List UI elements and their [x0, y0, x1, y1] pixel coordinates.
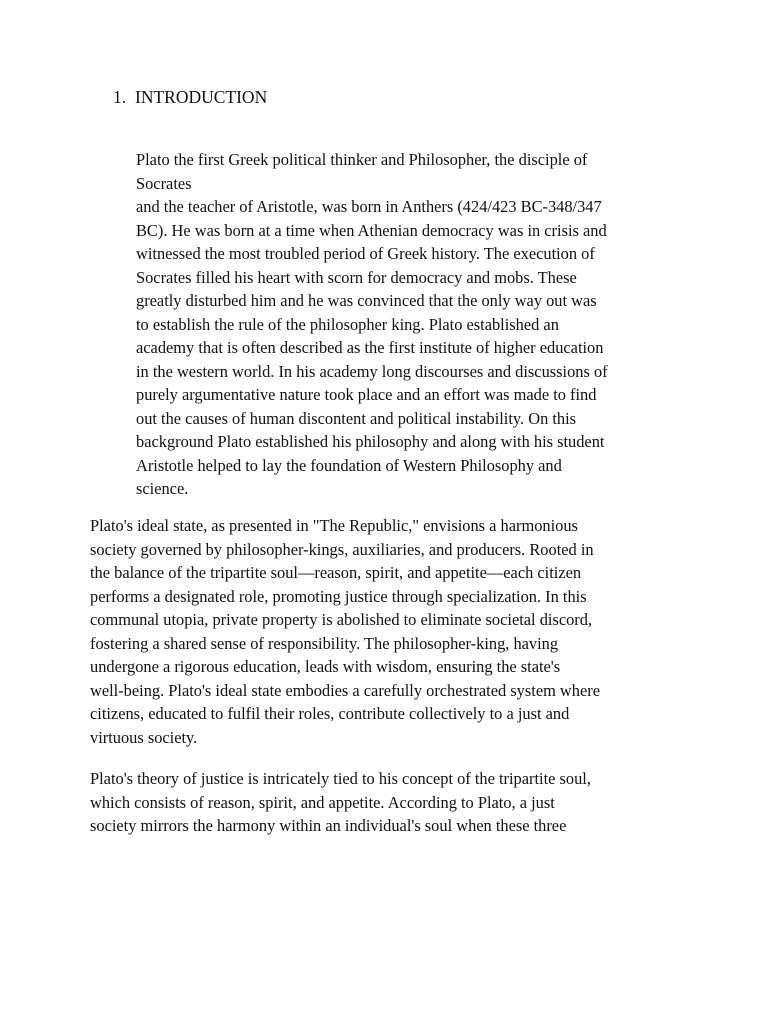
paragraph-line: undergone a rigorous education, leads with wisdom, ensuring the state's — [90, 657, 561, 676]
paragraph-line: background Plato established his philosophy and along with his student — [136, 432, 605, 451]
paragraph-line: to establish the rule of the philosopher king. Plato established an — [136, 314, 559, 334]
paragraph-line: the balance of the tripartite soul—reason, spirit, and appetite—each citizen — [90, 563, 582, 582]
section-heading — [113, 86, 267, 108]
paragraph-line: Aristotle helped to lay the foundation of Western Philosophy and — [136, 455, 562, 475]
paragraph-line: society governed by philosopher-kings, auxiliaries, and producers. Rooted in — [90, 539, 594, 559]
paragraph-line: Plato's theory of justice is intricately tied to his concept of the tripartite soul, — [90, 769, 591, 788]
section-number: 1. — [113, 87, 127, 107]
paragraph-line: citizens, educated to fulfil their roles, contribute collectively to a just and — [90, 704, 570, 723]
ideal-state-paragraph — [90, 514, 600, 749]
paragraph-line: academy that is often described as the first institute of higher education — [136, 338, 604, 357]
paragraph-line: well-being. Plato's ideal state embodies a carefully orchestrated system where — [90, 680, 600, 700]
paragraph-line: fostering a shared sense of responsibility. The philosopher-king, having — [90, 633, 559, 653]
introduction-paragraph — [136, 148, 608, 501]
paragraph-line: Socrates filled his heart with scorn for democracy and mobs. These — [136, 267, 577, 287]
paragraph-line: Plato the first Greek political thinker and Philosopher, the disciple of — [136, 150, 588, 169]
paragraph-line: and the teacher of Aristotle, was born in Anthers (424/423 BC-348/347 — [136, 197, 602, 216]
paragraph-line: Socrates — [136, 173, 192, 193]
paragraph-line: communal utopia, private property is abolished to eliminate societal discord, — [90, 610, 593, 629]
justice-paragraph — [90, 767, 591, 838]
paragraph-line: witnessed the most troubled period of Greek history. The execution of — [136, 244, 595, 263]
paragraph-line: out the causes of human discontent and political instability. On this — [136, 408, 577, 428]
section-title: INTRODUCTION — [135, 87, 268, 107]
paragraph-line: society mirrors the harmony within an individual's soul when these three — [90, 816, 567, 835]
paragraph-line: BC). He was born at a time when Athenian democracy was in crisis and — [136, 220, 607, 240]
paragraph-line: performs a designated role, promoting justice through specialization. In this — [90, 586, 587, 606]
paragraph-line: which consists of reason, spirit, and appetite. According to Plato, a just — [90, 792, 555, 812]
paragraph-line: science. — [136, 479, 189, 498]
paragraph-line: virtuous society. — [90, 727, 198, 747]
paragraph-line: greatly disturbed him and he was convinced that the only way out was — [136, 291, 597, 310]
paragraph-line: purely argumentative nature took place and an effort was made to find — [136, 385, 597, 404]
paragraph-line: Plato's ideal state, as presented in "The Republic," envisions a harmonious — [90, 516, 578, 535]
paragraph-line: in the western world. In his academy long discourses and discussions of — [136, 361, 608, 381]
